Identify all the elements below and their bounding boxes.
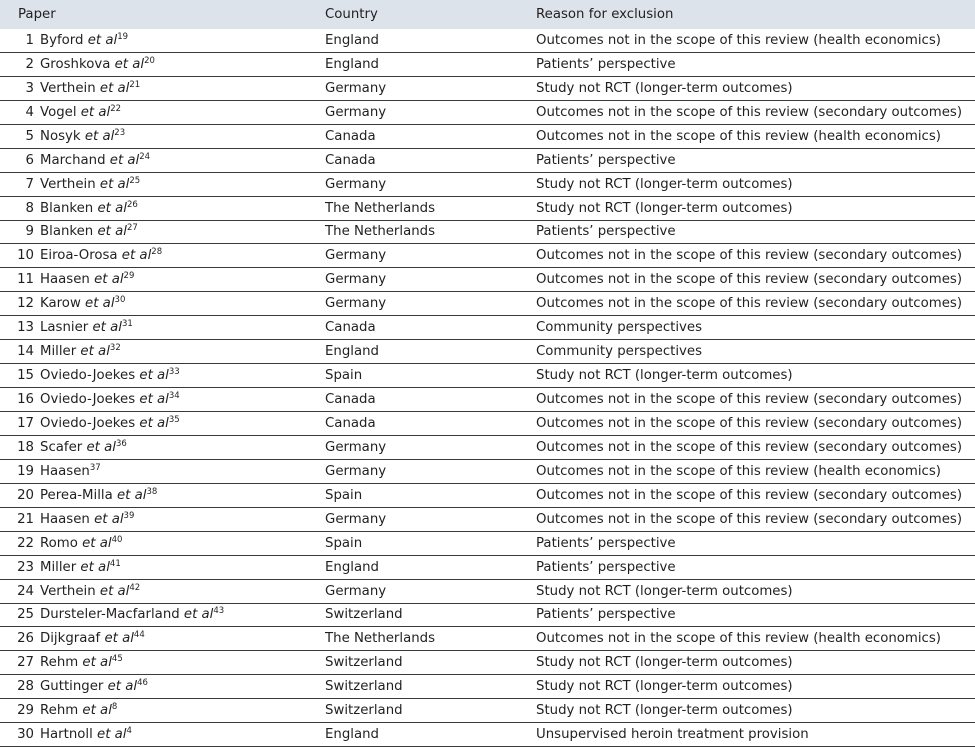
paper-reference: 43 xyxy=(213,606,225,617)
paper-author: Haasen xyxy=(40,511,90,527)
country-cell: Germany xyxy=(325,459,536,483)
table-row xyxy=(0,124,975,148)
paper-author: Nosyk xyxy=(40,128,81,144)
reason-cell: Outcomes not in the scope of this review (health economics) xyxy=(536,124,975,148)
country-cell: Germany xyxy=(325,579,536,603)
paper-reference: 30 xyxy=(114,295,126,306)
paper-et-al: et al xyxy=(76,559,110,575)
paper-cell xyxy=(40,675,325,699)
table-row xyxy=(0,76,975,100)
row-number: 9 xyxy=(0,220,40,244)
paper-et-al: et al xyxy=(89,272,124,288)
paper-et-al: et al xyxy=(89,511,124,527)
paper-cell xyxy=(40,364,325,388)
paper-reference: 19 xyxy=(117,31,129,42)
paper-et-al: et al xyxy=(82,439,116,455)
reason-cell: Study not RCT (longer-term outcomes) xyxy=(536,651,975,675)
row-number: 14 xyxy=(0,340,40,364)
reason-cell: Study not RCT (longer-term outcomes) xyxy=(536,699,975,723)
paper-author: Miller xyxy=(40,344,77,360)
paper-author: Romo xyxy=(40,535,78,551)
paper-author: Lasnier xyxy=(40,320,89,336)
paper-author: Vogel xyxy=(40,104,77,120)
country-cell: England xyxy=(325,29,536,52)
paper-reference: 23 xyxy=(114,127,126,138)
paper-cell xyxy=(40,723,325,747)
reason-cell: Patients’ perspective xyxy=(536,555,975,579)
table-row xyxy=(0,531,975,555)
paper-author: Haasen xyxy=(40,463,90,479)
country-cell: Canada xyxy=(325,412,536,436)
row-number: 23 xyxy=(0,555,40,579)
reason-cell: Study not RCT (longer-term outcomes) xyxy=(536,196,975,220)
reason-cell: Patients’ perspective xyxy=(536,531,975,555)
row-number: 21 xyxy=(0,507,40,531)
paper-cell xyxy=(40,244,325,268)
country-cell: Switzerland xyxy=(325,699,536,723)
paper-et-al: et al xyxy=(77,535,112,551)
row-number: 18 xyxy=(0,435,40,459)
paper-cell xyxy=(40,124,325,148)
reason-cell: Patients’ perspective xyxy=(536,148,975,172)
table-row xyxy=(0,244,975,268)
paper-cell xyxy=(40,435,325,459)
country-cell: Spain xyxy=(325,364,536,388)
reason-cell: Outcomes not in the scope of this review (secondary outcomes) xyxy=(536,244,975,268)
country-cell: Canada xyxy=(325,316,536,340)
row-number: 6 xyxy=(0,148,40,172)
paper-author: Hartnoll xyxy=(40,727,93,743)
paper-reference: 25 xyxy=(129,175,141,186)
paper-cell xyxy=(40,412,325,436)
paper-author: Marchand xyxy=(40,152,106,168)
country-cell: Germany xyxy=(325,100,536,124)
paper-author: Dursteler-Macfarland xyxy=(40,607,180,623)
country-cell: The Netherlands xyxy=(325,196,536,220)
table-row xyxy=(0,603,975,627)
reason-cell: Outcomes not in the scope of this review (health economics) xyxy=(536,29,975,52)
table-row xyxy=(0,699,975,723)
paper-et-al: et al xyxy=(80,128,115,144)
row-number: 1 xyxy=(0,29,40,52)
paper-et-al: et al xyxy=(112,487,147,503)
paper-cell xyxy=(40,555,325,579)
country-cell: Canada xyxy=(325,148,536,172)
paper-reference: 38 xyxy=(146,486,158,497)
reason-cell: Outcomes not in the scope of this review (secondary outcomes) xyxy=(536,292,975,316)
paper-et-al: et al xyxy=(80,296,115,312)
country-cell: Germany xyxy=(325,172,536,196)
paper-cell xyxy=(40,388,325,412)
paper-et-al: et al xyxy=(135,368,169,384)
reason-cell: Outcomes not in the scope of this review (health economics) xyxy=(536,459,975,483)
row-number: 3 xyxy=(0,76,40,100)
country-cell: Switzerland xyxy=(325,651,536,675)
country-cell: The Netherlands xyxy=(325,627,536,651)
country-cell: England xyxy=(325,555,536,579)
table-row xyxy=(0,220,975,244)
paper-cell xyxy=(40,627,325,651)
table-row xyxy=(0,579,975,603)
paper-reference: 37 xyxy=(89,462,101,473)
row-number: 12 xyxy=(0,292,40,316)
table-row xyxy=(0,459,975,483)
paper-cell xyxy=(40,316,325,340)
paper-et-al: et al xyxy=(78,655,112,671)
table-row xyxy=(0,364,975,388)
table-row xyxy=(0,172,975,196)
paper-cell xyxy=(40,699,325,723)
country-cell: Germany xyxy=(325,76,536,100)
table-header-row xyxy=(0,0,975,29)
country-cell: England xyxy=(325,52,536,76)
paper-et-al: et al xyxy=(76,104,111,120)
row-number: 13 xyxy=(0,316,40,340)
table-row xyxy=(0,268,975,292)
table-row xyxy=(0,100,975,124)
row-number: 7 xyxy=(0,172,40,196)
table-row xyxy=(0,723,975,747)
reason-cell: Patients’ perspective xyxy=(536,220,975,244)
row-number: 11 xyxy=(0,268,40,292)
paper-cell xyxy=(40,603,325,627)
paper-reference: 35 xyxy=(168,414,180,425)
reason-cell: Outcomes not in the scope of this review (secondary outcomes) xyxy=(536,507,975,531)
paper-et-al: et al xyxy=(95,80,130,96)
paper-author: Scafer xyxy=(40,439,83,455)
paper-reference: 31 xyxy=(121,319,133,330)
reason-cell: Outcomes not in the scope of this review (secondary outcomes) xyxy=(536,388,975,412)
paper-author: Verthein xyxy=(40,80,96,96)
row-number: 30 xyxy=(0,723,40,747)
paper-reference: 20 xyxy=(144,55,155,66)
reason-cell: Community perspectives xyxy=(536,340,975,364)
reason-cell: Community perspectives xyxy=(536,316,975,340)
row-number: 8 xyxy=(0,196,40,220)
row-number: 29 xyxy=(0,699,40,723)
paper-et-al: et al xyxy=(117,248,152,264)
country-cell: Canada xyxy=(325,124,536,148)
paper-et-al: et al xyxy=(93,224,127,240)
row-number: 2 xyxy=(0,52,40,76)
paper-author: Dijkgraaf xyxy=(40,631,101,647)
paper-reference: 26 xyxy=(126,199,138,210)
paper-author: Verthein xyxy=(40,176,96,192)
country-cell: Germany xyxy=(325,268,536,292)
row-number: 22 xyxy=(0,531,40,555)
paper-cell xyxy=(40,76,325,100)
paper-cell xyxy=(40,268,325,292)
paper-et-al: et al xyxy=(110,56,145,72)
reason-cell: Study not RCT (longer-term outcomes) xyxy=(536,675,975,699)
country-cell: England xyxy=(325,723,536,747)
paper-cell xyxy=(40,651,325,675)
paper-et-al: et al xyxy=(93,200,127,216)
paper-author: Rehm xyxy=(40,703,79,719)
row-number: 10 xyxy=(0,244,40,268)
row-number: 19 xyxy=(0,459,40,483)
table-row xyxy=(0,627,975,651)
paper-author: Oviedo-Joekes xyxy=(40,392,136,408)
paper-et-al: et al xyxy=(95,583,130,599)
table-row xyxy=(0,675,975,699)
reason-cell: Patients’ perspective xyxy=(536,52,975,76)
paper-et-al: et al xyxy=(179,607,214,623)
paper-cell xyxy=(40,340,325,364)
country-cell: Switzerland xyxy=(325,603,536,627)
paper-reference: 46 xyxy=(137,678,148,689)
reason-cell: Unsupervised heroin treatment provision xyxy=(536,723,975,747)
paper-author: Haasen xyxy=(40,272,90,288)
paper-reference: 29 xyxy=(123,271,135,282)
country-cell: Canada xyxy=(325,388,536,412)
reason-cell: Study not RCT (longer-term outcomes) xyxy=(536,172,975,196)
country-cell: Germany xyxy=(325,507,536,531)
reason-cell: Patients’ perspective xyxy=(536,603,975,627)
paper-cell xyxy=(40,220,325,244)
paper-author: Eiroa-Orosa xyxy=(40,248,118,264)
reason-cell: Study not RCT (longer-term outcomes) xyxy=(536,579,975,603)
table-row xyxy=(0,148,975,172)
row-number: 28 xyxy=(0,675,40,699)
table-row xyxy=(0,340,975,364)
paper-reference: 27 xyxy=(126,223,138,234)
table-row xyxy=(0,52,975,76)
paper-author: Miller xyxy=(40,559,77,575)
reason-cell: Study not RCT (longer-term outcomes) xyxy=(536,76,975,100)
paper-cell xyxy=(40,483,325,507)
paper-et-al: et al xyxy=(88,320,122,336)
reason-cell: Outcomes not in the scope of this review (secondary outcomes) xyxy=(536,483,975,507)
paper-cell xyxy=(40,579,325,603)
paper-author: Verthein xyxy=(40,583,96,599)
country-cell: The Netherlands xyxy=(325,220,536,244)
reason-cell: Outcomes not in the scope of this review (health economics) xyxy=(536,627,975,651)
table-row xyxy=(0,651,975,675)
paper-cell xyxy=(40,172,325,196)
paper-author: Groshkova xyxy=(40,56,111,72)
paper-et-al: et al xyxy=(105,152,140,168)
table-row xyxy=(0,388,975,412)
row-number: 27 xyxy=(0,651,40,675)
paper-reference: 21 xyxy=(129,79,141,90)
paper-et-al: et al xyxy=(103,679,138,695)
paper-et-al: et al xyxy=(135,415,169,431)
paper-author: Karow xyxy=(40,296,81,312)
table-row xyxy=(0,292,975,316)
paper-et-al: et al xyxy=(76,344,110,360)
table-row xyxy=(0,196,975,220)
paper-et-al: et al xyxy=(95,176,130,192)
table-row xyxy=(0,507,975,531)
paper-cell xyxy=(40,459,325,483)
paper-author: Blanken xyxy=(40,200,94,216)
paper-et-al: et al xyxy=(78,703,112,719)
row-number: 26 xyxy=(0,627,40,651)
row-number: 15 xyxy=(0,364,40,388)
header-country: Country xyxy=(325,7,378,22)
paper-et-al: et al xyxy=(92,727,127,743)
paper-reference: 44 xyxy=(133,630,145,641)
reason-cell: Outcomes not in the scope of this review (secondary outcomes) xyxy=(536,100,975,124)
paper-reference: 41 xyxy=(109,558,121,569)
paper-author: Rehm xyxy=(40,655,79,671)
table-row xyxy=(0,435,975,459)
table-row xyxy=(0,555,975,579)
paper-reference: 39 xyxy=(123,510,135,521)
country-cell: Spain xyxy=(325,483,536,507)
table-row xyxy=(0,412,975,436)
paper-et-al: et al xyxy=(83,32,118,48)
paper-et-al: et al xyxy=(100,631,134,647)
paper-cell xyxy=(40,29,325,52)
row-number: 16 xyxy=(0,388,40,412)
country-cell: Germany xyxy=(325,292,536,316)
reason-cell: Outcomes not in the scope of this review (secondary outcomes) xyxy=(536,435,975,459)
reason-cell: Study not RCT (longer-term outcomes) xyxy=(536,364,975,388)
paper-cell xyxy=(40,52,325,76)
paper-reference: 22 xyxy=(110,103,122,114)
country-cell: Germany xyxy=(325,435,536,459)
paper-cell xyxy=(40,531,325,555)
paper-reference: 40 xyxy=(111,534,123,545)
country-cell: Germany xyxy=(325,244,536,268)
row-number: 4 xyxy=(0,100,40,124)
paper-cell xyxy=(40,100,325,124)
row-number: 25 xyxy=(0,603,40,627)
paper-cell xyxy=(40,148,325,172)
row-number: 17 xyxy=(0,412,40,436)
paper-author: Byford xyxy=(40,32,84,48)
paper-et-al: et al xyxy=(135,392,169,408)
paper-reference: 32 xyxy=(109,343,121,354)
paper-author: Blanken xyxy=(40,224,94,240)
paper-cell xyxy=(40,196,325,220)
row-number: 24 xyxy=(0,579,40,603)
country-cell: England xyxy=(325,340,536,364)
table-row xyxy=(0,29,975,52)
paper-reference: 33 xyxy=(168,367,180,378)
paper-reference: 28 xyxy=(151,247,163,258)
paper-reference: 45 xyxy=(111,654,123,665)
table-row xyxy=(0,483,975,507)
country-cell: Switzerland xyxy=(325,675,536,699)
header-paper: Paper xyxy=(18,7,56,22)
reason-cell: Outcomes not in the scope of this review (secondary outcomes) xyxy=(536,268,975,292)
row-number: 20 xyxy=(0,483,40,507)
paper-reference: 24 xyxy=(139,151,151,162)
paper-author: Guttinger xyxy=(40,679,104,695)
country-cell: Spain xyxy=(325,531,536,555)
paper-author: Perea-Milla xyxy=(40,487,113,503)
reason-cell: Outcomes not in the scope of this review (secondary outcomes) xyxy=(536,412,975,436)
paper-author: Oviedo-Joekes xyxy=(40,368,136,384)
paper-reference: 34 xyxy=(168,391,180,402)
paper-reference: 36 xyxy=(115,438,127,449)
paper-cell xyxy=(40,507,325,531)
paper-reference: 42 xyxy=(129,582,141,593)
paper-author: Oviedo-Joekes xyxy=(40,415,136,431)
paper-cell xyxy=(40,292,325,316)
header-reason: Reason for exclusion xyxy=(536,7,674,22)
paper-reference: 4 xyxy=(126,726,132,737)
table-row xyxy=(0,316,975,340)
row-number: 5 xyxy=(0,124,40,148)
paper-reference: 8 xyxy=(111,702,118,713)
